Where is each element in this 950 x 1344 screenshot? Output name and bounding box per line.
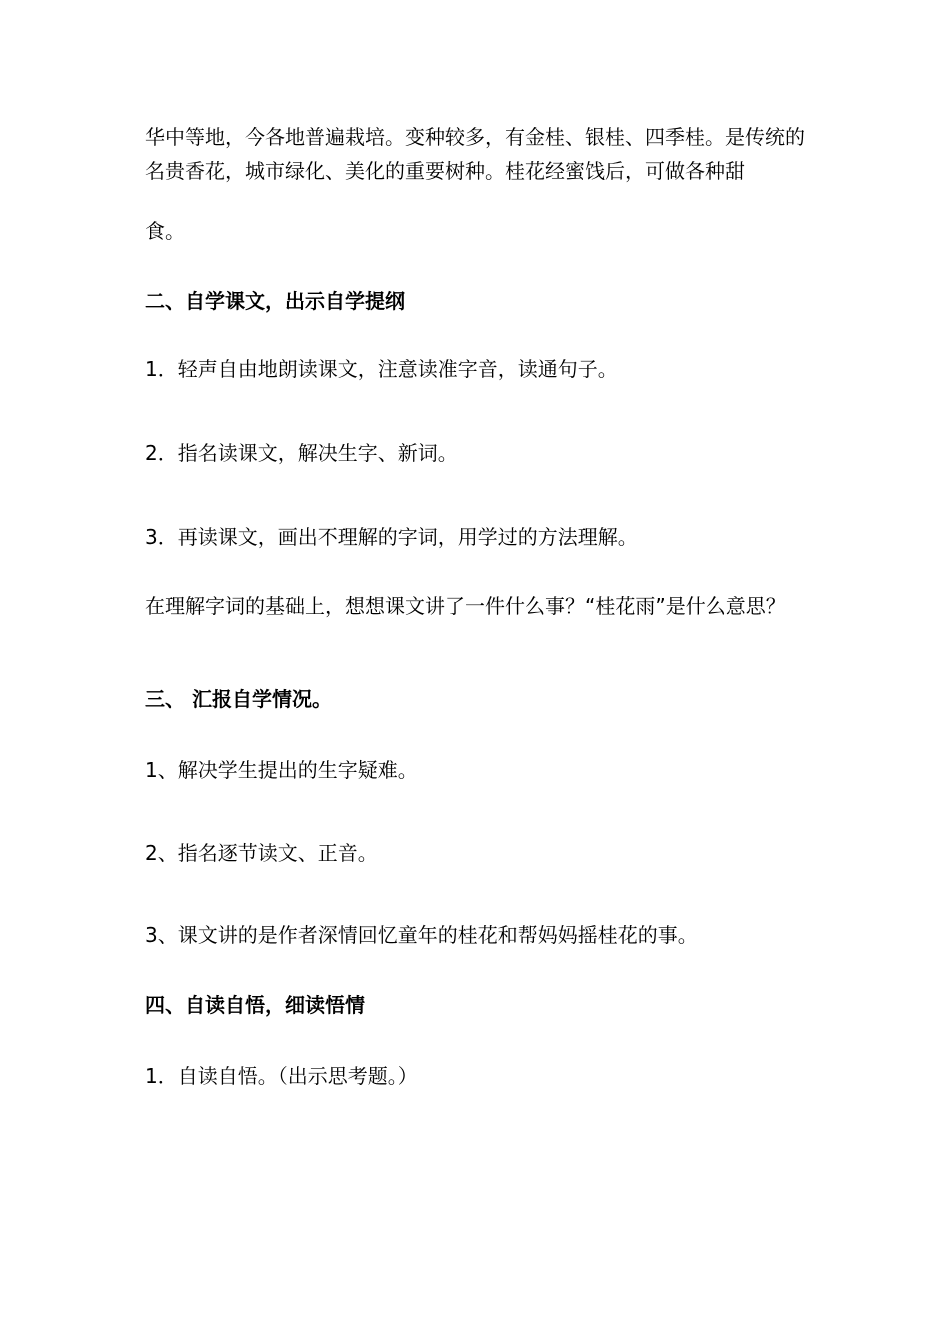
section-note: 在理解字词的基础上，想想课文讲了一件什么事？“桂花雨”是什么意思？ (145, 594, 786, 618)
list-item: 1．自读自悟。（出示思考题。） (145, 1064, 418, 1088)
list-item: 3、课文讲的是作者深情回忆童年的桂花和帮妈妈摇桂花的事。 (145, 923, 698, 947)
intro-paragraph-end: 食。 (145, 219, 185, 243)
section-heading-2: 二、自学课文，出示自学提纲 (145, 289, 405, 313)
section-heading-4: 四、自读自悟，细读悟情 (145, 993, 365, 1017)
section-heading-3: 三、 汇报自学情况。 (145, 687, 332, 711)
intro-paragraph: 华中等地，今各地普遍栽培。变种较多，有金桂、银桂、四季桂。是传统的名贵香花，城市绿化、美化的重要树种。桂花经蜜饯后，可做各种甜 (145, 125, 805, 183)
list-item: 3．再读课文，画出不理解的字词，用学过的方法理解。 (145, 525, 638, 549)
list-item: 1、解决学生提出的生字疑难。 (145, 758, 418, 782)
list-item: 1．轻声自由地朗读课文，注意读准字音，读通句子。 (145, 357, 618, 381)
list-item: 2．指名读课文，解决生字、新词。 (145, 441, 458, 465)
list-item: 2、指名逐节读文、正音。 (145, 841, 378, 865)
